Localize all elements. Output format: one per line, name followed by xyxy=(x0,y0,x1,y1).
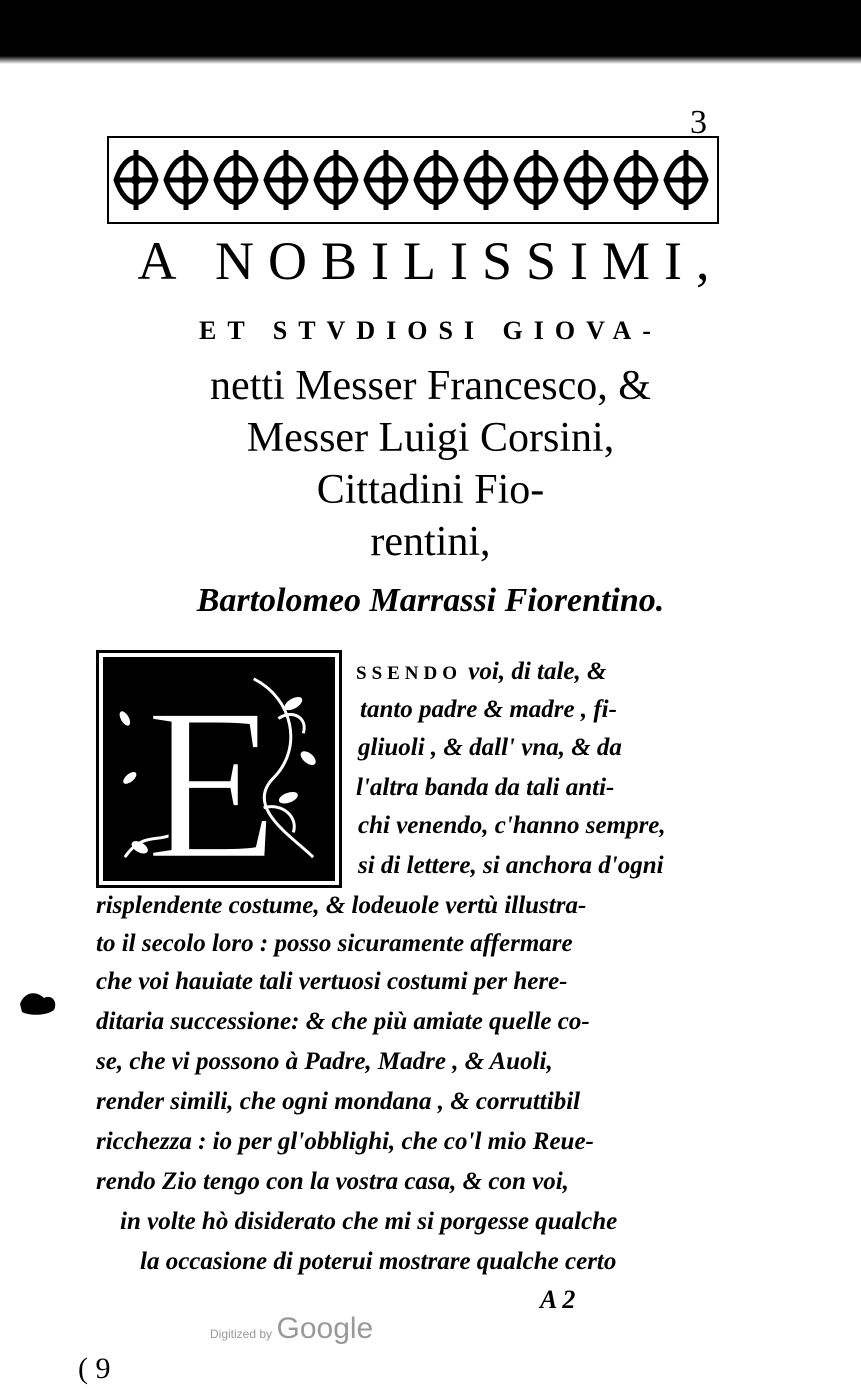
title-line-4: Messer Luigi Corsini, xyxy=(246,415,615,461)
title-line-3: netti Messer Francesco, & xyxy=(210,363,651,409)
title-line-5: Cittadini Fio- xyxy=(316,467,545,513)
body-line-13: ricchezza : io per gl'obblighi, che co'l mio Reue- xyxy=(96,1128,594,1155)
scan-edge-bar xyxy=(0,0,861,58)
bottom-handwritten-mark: ( 9 xyxy=(78,1352,111,1385)
body-line-2: tanto padre & madre , fi- xyxy=(360,696,617,723)
body-line-9: che voi hauiate tali vertuosi costumi per here- xyxy=(96,968,568,995)
foliage-ornament xyxy=(105,659,333,879)
body-line-1: SSENDO voi, di tale, & xyxy=(356,658,607,685)
initial-letter: E xyxy=(145,664,279,879)
decorated-initial xyxy=(96,650,342,888)
title-line-6: rentini, xyxy=(370,519,491,565)
body-line-4: l'altra banda da tali anti- xyxy=(356,774,615,801)
body-line-16: la occasione di poterui mostrare qualche certo xyxy=(140,1248,617,1275)
signature-mark: A 2 xyxy=(540,1285,576,1314)
digitization-watermark xyxy=(210,1312,373,1346)
ornamental-border xyxy=(106,135,720,225)
body-line-6: si di lettere, si anchora d'ogni xyxy=(358,852,664,879)
page-number: 3 xyxy=(690,104,707,141)
body-line-5: chi venendo, c'hanno sempre, xyxy=(358,812,666,839)
watermark-brand: Google xyxy=(276,1312,374,1345)
body-line-3: gliuoli , & dall' vna, & da xyxy=(358,734,622,761)
title-line-2: ET STVDIOSI GIOVA- xyxy=(199,316,662,345)
body-line-14: rendo Zio tengo con la vostra casa, & con voi, xyxy=(96,1168,569,1195)
ink-blot xyxy=(16,988,60,1018)
body-line-12: render simili, che ogni mondana , & corruttibil xyxy=(96,1088,581,1115)
body-line-11: se, che vi possono à Padre, Madre , & Auoli, xyxy=(96,1048,553,1075)
body-line-8: to il secolo loro : posso sicuramente affermare xyxy=(96,930,573,957)
body-line-10: ditaria successione: & che più amiate quelle co- xyxy=(96,1008,590,1035)
author-line: Bartolomeo Marrassi Fiorentino. xyxy=(196,582,665,619)
title-line-1: A NOBILISSIMI, xyxy=(137,231,724,291)
body-line-15: in volte hò disiderato che mi si porgesse qualche xyxy=(120,1208,618,1235)
watermark-prefix: Digitized by xyxy=(210,1327,273,1341)
body-line-7: risplendente costume, & lodeuole vertù illustra- xyxy=(96,892,587,919)
first-word-caps: SSENDO xyxy=(356,663,463,684)
